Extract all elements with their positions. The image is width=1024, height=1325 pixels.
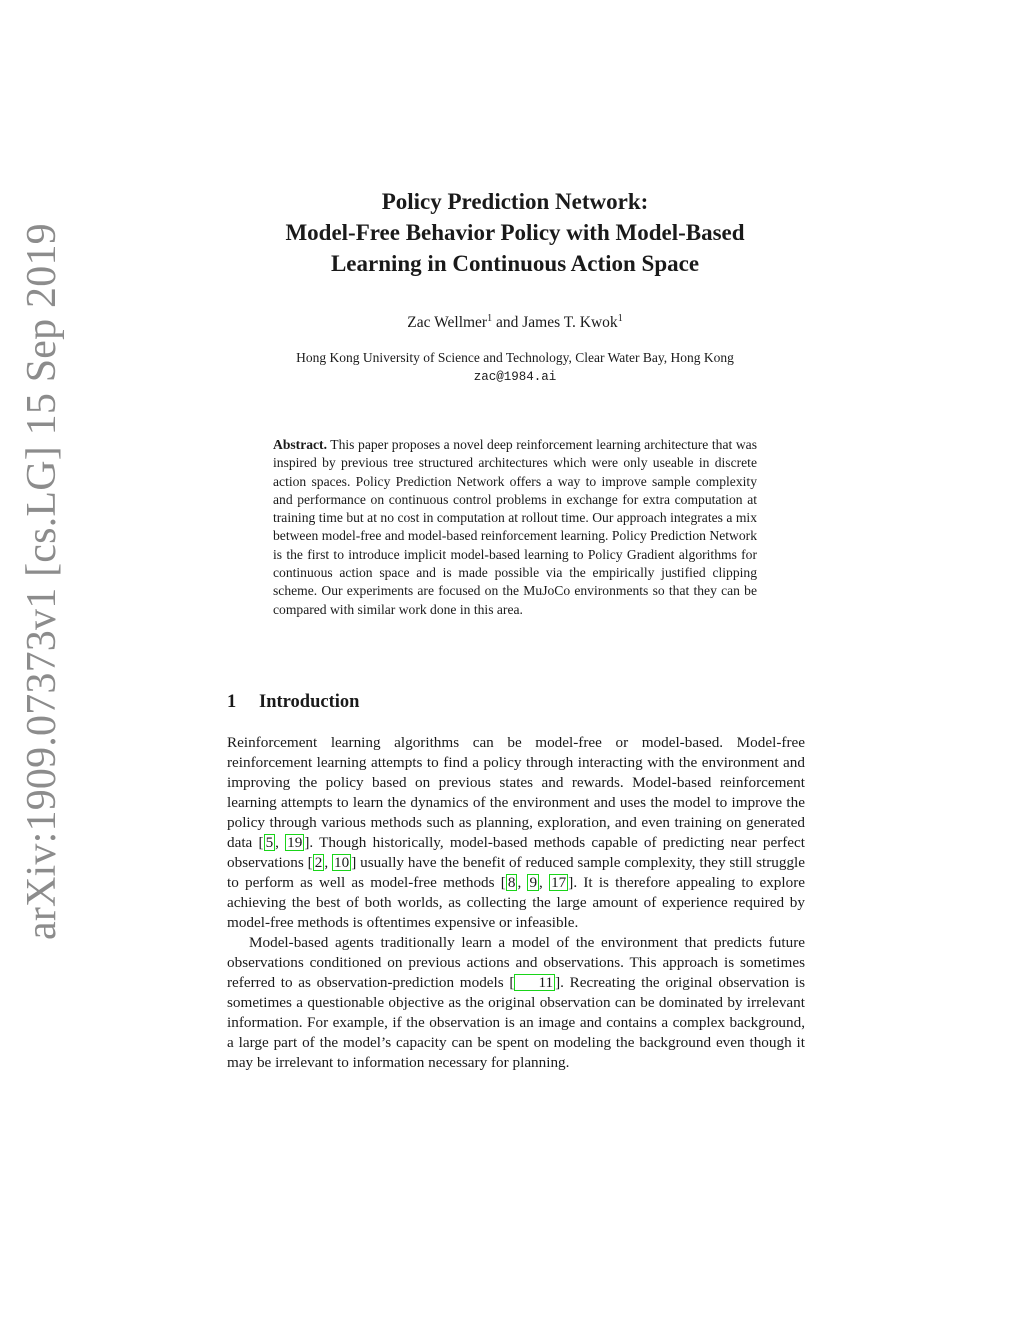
citation-bracket: [ xyxy=(258,834,264,851)
citation-separator: , xyxy=(539,874,550,891)
title-line-1: Policy Prediction Network: xyxy=(381,189,649,214)
paragraph xyxy=(227,733,805,933)
citation-link-11[interactable]: 11 xyxy=(514,974,555,991)
paper-title xyxy=(180,186,850,279)
paragraph-text: . Recreating the original observation is sometimes a questionable objective as the original observation can be dominated by irrelevant information. For example, if the observation is an image and contains a complex background, a large part of the model’s capacity can be spent on modeling the background even though it may be irrelevant to information necessary for planning. xyxy=(227,974,806,1071)
citation-link-5[interactable]: 5 xyxy=(265,834,274,851)
author-name: Zac Wellmer xyxy=(407,314,488,331)
citation-separator: , xyxy=(275,834,286,851)
paragraph-text: usually have the benefit of reduced sample complexity, they still struggle to perform as well as model-free methods xyxy=(227,854,805,891)
title-line-2: Model-Free Behavior Policy with Model-Based xyxy=(285,220,745,245)
citation-link-17[interactable]: 17 xyxy=(551,874,567,891)
paragraph-text: . Though historically, model-based methods capable of predicting near perfect observations xyxy=(227,834,806,871)
paragraph-text: . It is therefore appealing to explore achieving the best of both worlds, as collecting the large amount of experience required by model-free methods is oftentimes expensive or infeasible. xyxy=(227,874,806,931)
citation-link-10[interactable]: 10 xyxy=(334,854,350,871)
citation-separator: , xyxy=(324,854,332,871)
author-name: James T. Kwok xyxy=(522,314,618,331)
citation-bracket: ] xyxy=(351,854,357,871)
citation-link-19[interactable]: 19 xyxy=(287,834,303,851)
citation-bracket: ] xyxy=(568,874,574,891)
citation-bracket: [ xyxy=(509,974,515,991)
arxiv-identifier-stamp: arXiv:1909.07373v1 [cs.LG] 15 Sep 2019 xyxy=(19,223,65,940)
author-email[interactable]: zac@1984.ai xyxy=(473,370,557,384)
citation-bracket: ] xyxy=(555,974,561,991)
affiliation-marker: 1 xyxy=(617,312,623,324)
section-number: 1 xyxy=(227,692,237,712)
section-heading-introduction xyxy=(227,690,807,714)
abstract xyxy=(273,436,757,619)
citation-link-9[interactable]: 9 xyxy=(529,874,538,891)
citation-bracket: [ xyxy=(500,874,506,891)
section-title: Introduction xyxy=(259,692,360,712)
citation-link-8[interactable]: 8 xyxy=(507,874,516,891)
paragraph xyxy=(227,933,805,1073)
author-conjunction: and xyxy=(492,314,523,331)
author-list xyxy=(180,312,850,334)
citation-separator: , xyxy=(517,874,528,891)
citation-bracket: [ xyxy=(307,854,313,871)
citation-bracket: ] xyxy=(304,834,310,851)
citation-link-2[interactable]: 2 xyxy=(314,854,323,871)
abstract-text: This paper proposes a novel deep reinforcement learning architecture that was inspired by previous tree structured architectures which were only useable in discrete action spaces. Policy Prediction Network offers a way to improve sample complexity and performance on continuous control problems in exchange for extra computation at training time but at no cost in computation at rollout time. Our approach integrates a mix between model-free and model-based reinforcement learning. Policy Prediction Network is the first to introduce implicit model-based learning to Policy Gradient algorithms for continuous action space and is made possible via the empirically justified clipping scheme. Our experiments are focused on the MuJoCo environments so that they can be compared with similar work done in this area. xyxy=(273,437,757,617)
author-affiliation: Hong Kong University of Science and Technology, Clear Water Bay, Hong Kong xyxy=(296,350,734,365)
paragraph-text: Reinforcement learning algorithms can be model-free or model-based. Model-free reinforcement learning attempts to find a policy through interacting with the environment and improving the policy based on previous states and rewards. Model-based reinforcement learning attempts to learn the dynamics of the environment and uses the model to improve the policy through various methods such as planning, exploration, and even training on generated data xyxy=(227,734,805,851)
abstract-label: Abstract. xyxy=(273,437,327,452)
title-line-3: Learning in Continuous Action Space xyxy=(330,251,700,276)
affiliation-marker: 1 xyxy=(487,312,493,324)
introduction-body xyxy=(227,733,805,1073)
paragraph-text: Model-based agents traditionally learn a model of the environment that predicts future observations conditioned on previous actions and observations. This approach is sometimes referred to as observation-prediction models xyxy=(227,934,805,991)
